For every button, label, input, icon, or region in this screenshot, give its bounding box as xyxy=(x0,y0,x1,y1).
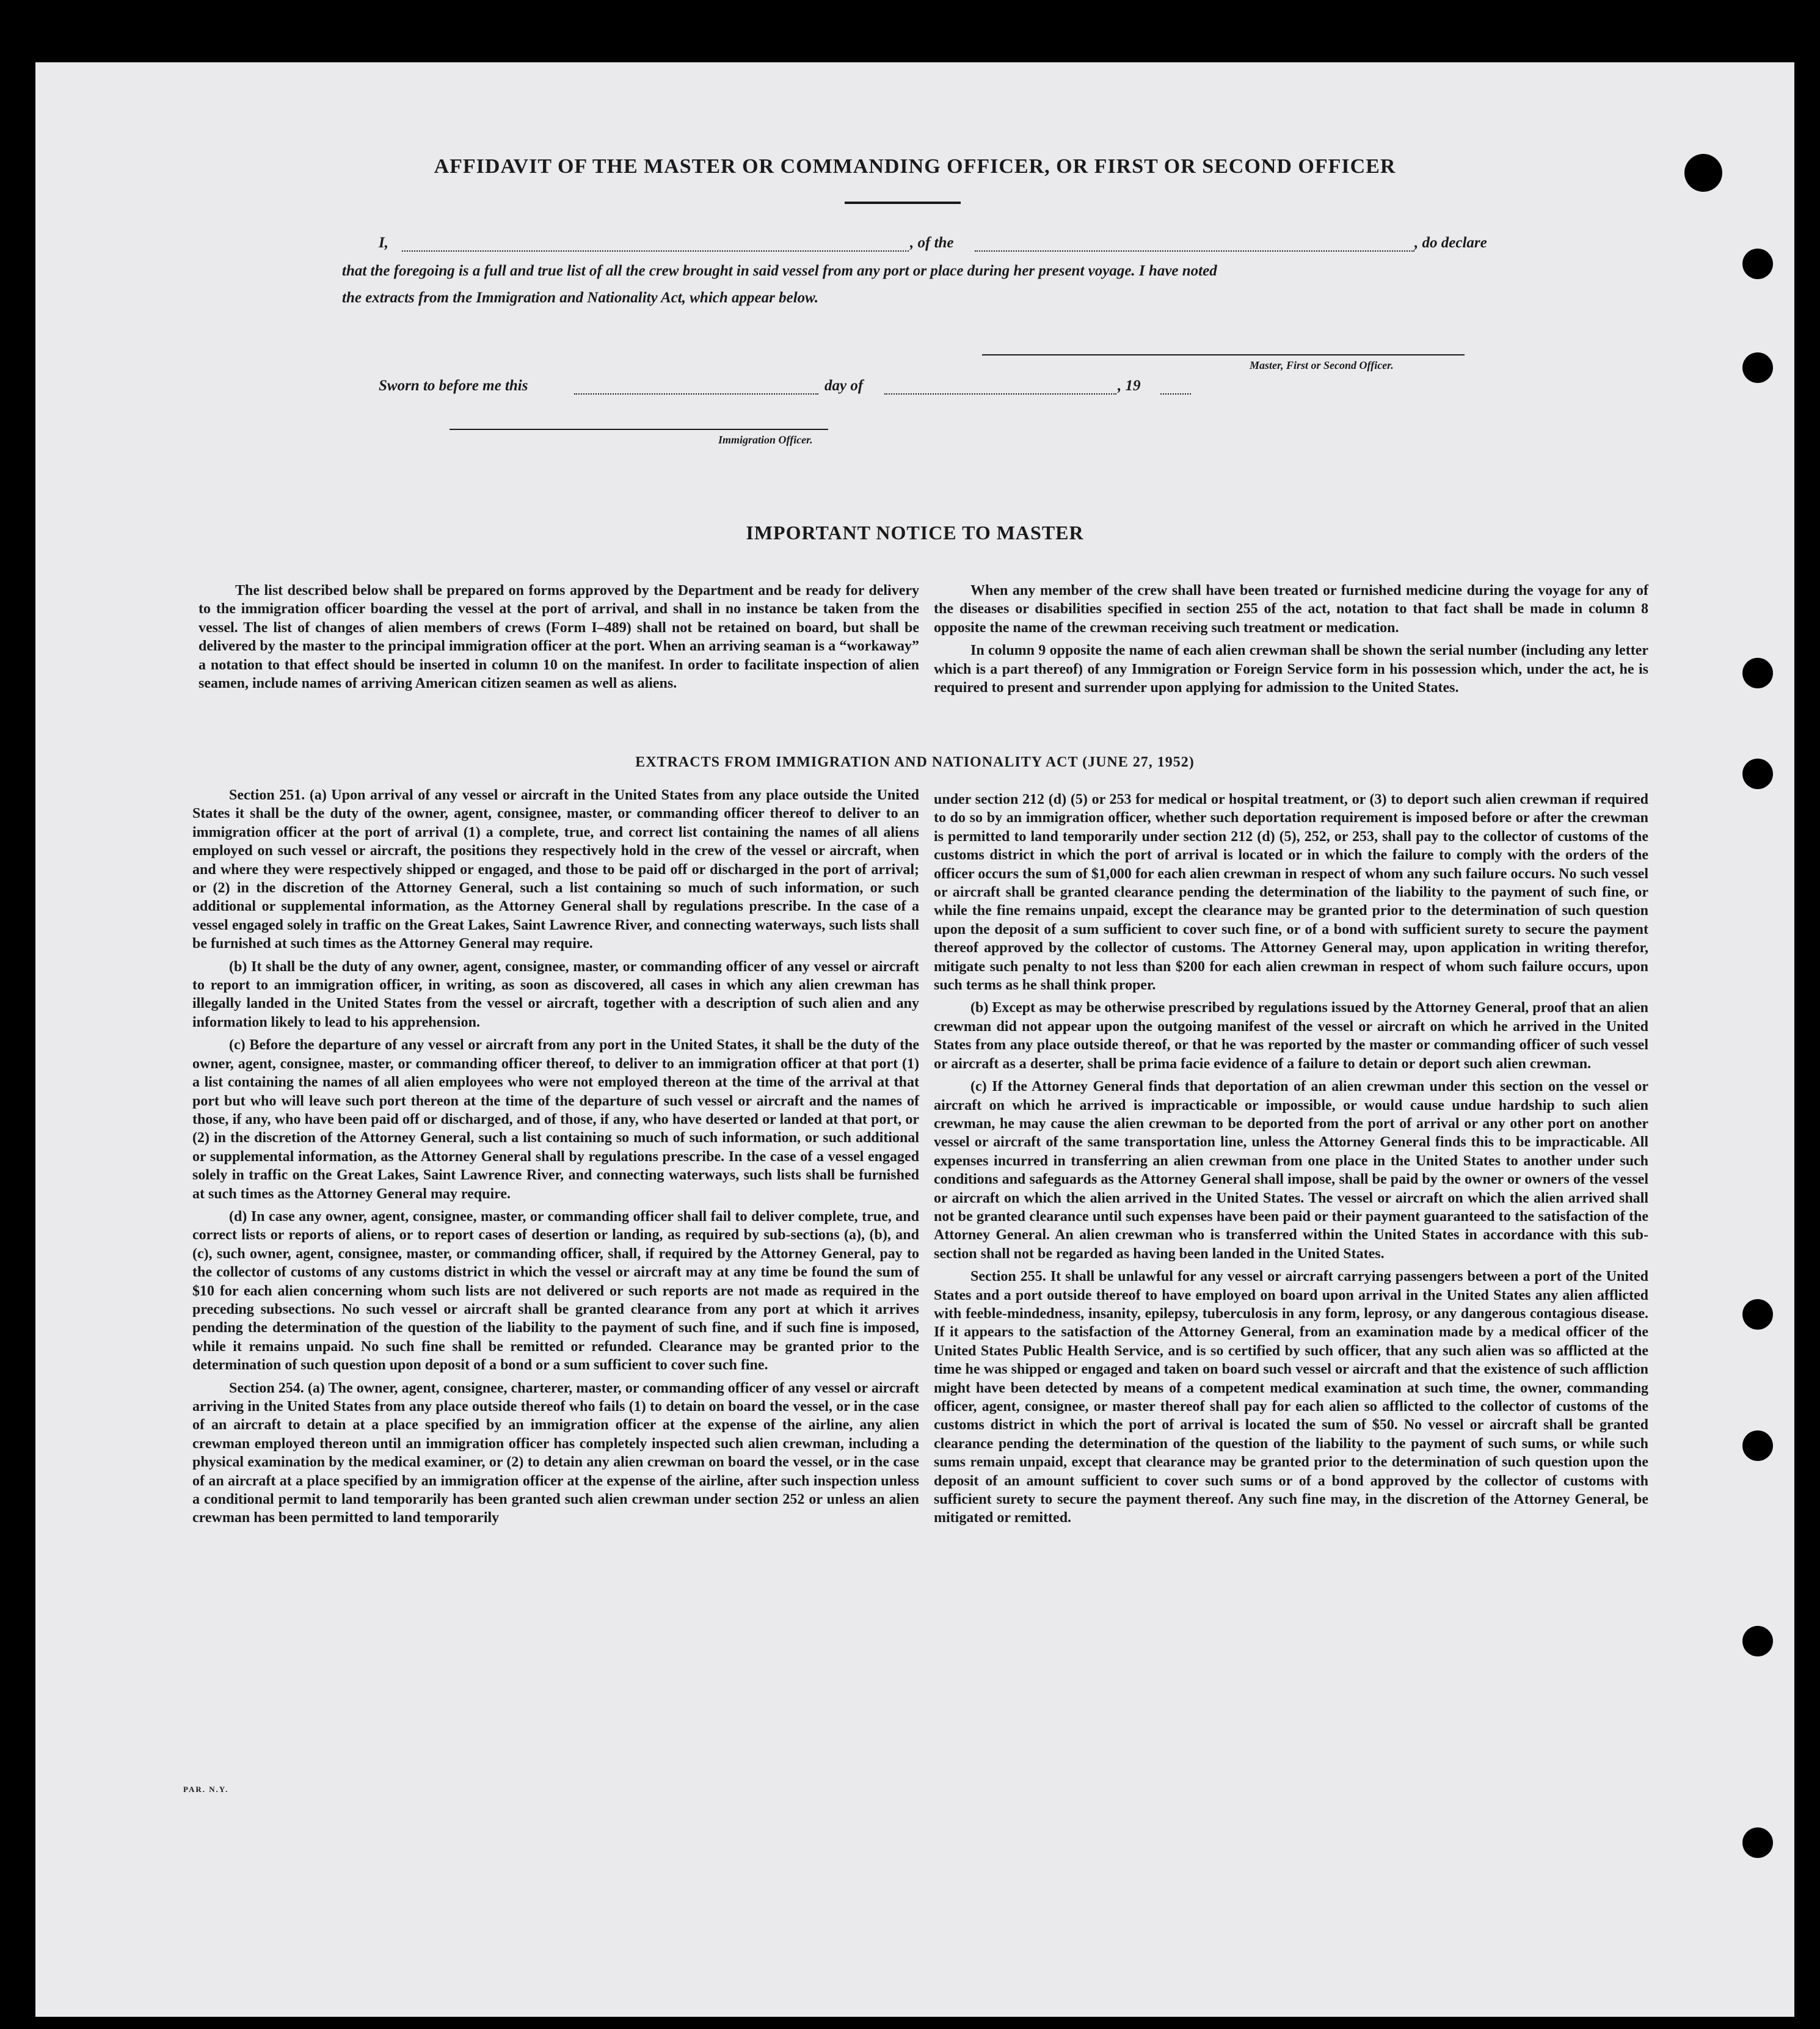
master-signature-label: Master, First or Second Officer. xyxy=(1250,359,1394,371)
punch-hole xyxy=(1742,249,1773,279)
extract-paragraph: under section 212 (d) (5) or 253 for medical or hospital treatment, or (3) to deport such alien crewman if required to do so by an immigration officer, whether such deportation requirement is imposed before or after the crewman is permitted to land temporarily under section 212 (d) (5), 252, or 253, shall pay to the collector of customs of the customs district in which the port of arrival is located or in which the failure to comply with the orders of the officer occurs the sum of $1,000 for each alien crewman in respect of whom any such failure occurs. No such vessel or aircraft shall be granted clearance pending the determination of the liability to the payment of such fine, or while the fine remains unpaid, except the clearance may be granted prior to the determination of such question upon the deposit of a sum sufficient to cover such fine, or of a bond with sufficient surety to secure the payment thereof approved by the collector of customs. The Attorney General may, upon application in writing therefor, mitigate such penalty to not less than $200 for each alien crewman in respect of whom such failure occurs, upon such terms as he shall think proper. xyxy=(934,792,1648,994)
extracts-left-column xyxy=(192,786,919,1532)
extract-paragraph: (d) In case any owner, agent, consignee, master, or commanding officer shall fail to deliver complete, true, and correct lists or reports of aliens, or to report cases of desertion or landing, as required by sub-sections (a), (b), and (c), such owner, agent, consignee, master, or commanding officer, shall, if required by the Attorney General, pay to the collector of customs of any customs district in which the vessel or aircraft may at any time be found the sum of $10 for each alien concerning whom such lists are not delivered or such reports are not made as required in the preceding subsections. No such vessel or aircraft shall be granted clearance from any port at which it arrives pending the determination of the question of the liability to the payment of such fine, and if such fine is imposed, while it remains unpaid. No such fine shall be remitted or refunded. Clearance may be granted prior to the determination of such question upon deposit of a bond or a sum sufficient to cover such fine. xyxy=(192,1208,919,1374)
sworn-month-field[interactable] xyxy=(884,393,1116,395)
extract-paragraph: (b) Except as may be otherwise prescribed by regulations issued by the Attorney General, proof that an alien crewman did not appear upon the outgoing manifest of the vessel or aircraft on which he arrived in the United States from any place outside thereof, or that he was reported by the master or commanding officer of such vessel or aircraft as a deserter, shall be prima facie evidence of a failure to detain or deport such alien crewman. xyxy=(934,1000,1648,1072)
of-the-label: , of the xyxy=(910,235,954,251)
do-declare-label: , do declare xyxy=(1414,235,1487,251)
notice-paragraph: In column 9 opposite the name of each alien crewman shall be shown the serial number (including any letter which is a part thereof) of any Immigration or Foreign Service form in his possession which, under the act, he is required to present and surrender upon applying for admission to the United States. xyxy=(934,643,1648,696)
extract-paragraph: (c) Before the departure of any vessel or aircraft from any port in the United States, it shall be the duty of the owner, agent, consignee, master, or commanding officer thereof, to deliver to an immigration officer at that port (1) a list containing the names of all alien employees who were not employed thereon at the time of the arrival at that port but who will leave such port thereon at the time of the departure of such vessel or aircraft and the names of those, if any, who have been paid off or discharged, and of those, if any, who have deserted or landed at that port, or (2) in the discretion of the Attorney General, such a list containing so much of such information, or such additional or supplemental information, as the Attorney General shall by regulations prescribe. In the case of a vessel engaged solely in traffic on the Great Lakes, Saint Lawrence River, and connecting waterways, such lists shall be furnished at such times as the Attorney General may require. xyxy=(192,1037,919,1202)
day-of-label: day of xyxy=(824,377,864,394)
master-signature-line[interactable] xyxy=(982,354,1465,355)
title-underline xyxy=(845,202,961,204)
form-sheet xyxy=(35,62,1794,2017)
punch-hole xyxy=(1742,1827,1773,1858)
extract-paragraph: (c) If the Attorney General finds that deportation of an alien crewman under this section on the vessel or aircraft on which he arrived is impracticable or impossible, or would cause undue hardship to such alien crewman, he may cause the alien crewman to be deported from the port of arrival or any other port on another vessel or aircraft of the same transportation line, unless the Attorney General finds this to be impracticable. All expenses incurred in transferring an alien crewman from one place in the United States to another under such conditions and safeguards as the Attorney General shall impose, shall be paid by the owner or owners of the vessel or aircraft on which the alien arrived in the United States. The vessel or aircraft on which the alien arrived shall not be granted clearance until such expenses have been paid or their payment guaranteed to the satisfaction of the Attorney General. An alien crewman who is transferred within the United States in accordance with this sub-section shall not be regarded as having been landed in the United States. xyxy=(934,1079,1648,1262)
affidavit-title: AFFIDAVIT OF THE MASTER OR COMMANDING OFFICER, OR FIRST OR SECOND OFFICER xyxy=(434,155,1396,178)
notice-paragraph: When any member of the crew shall have been treated or furnished medicine during the voyage for any of the diseases or disabilities specified in section 255 of the act, notation to that fact shall be made in column 8 opposite the name of the crewman receiving such treatment or medication. xyxy=(934,583,1648,636)
extract-paragraph: Section 255. It shall be unlawful for any vessel or aircraft carrying passengers between a port of the United States and a port outside thereof to have employed on board upon arrival in the United States any alien afflicted with feeble-mindedness, insanity, epilepsy, tuberculosis in any form, leprosy, or any dangerous contagious disease. If it appears to the satisfaction of the Attorney General, from an examination made by a medical officer of the United States Public Health Service, and is so certified by such officer, that any such alien was so afflicted at the time he was shipped or engaged and taken on board such vessel or aircraft and that the existence of such affliction might have been detected by means of a competent medical examination at such time, the owner, commanding officer, agent, consignee, or master thereof shall pay for each alien so afflicted to the collector of customs of the customs district in which the port of arrival is located the sum of $50. No vessel or aircraft shall be granted clearance pending the determination of the question of the liability to the payment of such sums, or while such sums remain unpaid, except that clearance may be granted prior to the determination of such question upon the deposit of an amount sufficient to cover such sums or of a bond approved by the collector of customs with sufficient surety to secure the payment thereof. Any such fine may, in the discretion of the Attorney General, be mitigated or remitted. xyxy=(934,1269,1648,1526)
punch-hole xyxy=(1742,352,1773,383)
notice-right-column xyxy=(934,581,1648,701)
punch-hole xyxy=(1742,658,1773,688)
sworn-day-field[interactable] xyxy=(574,393,818,395)
punch-hole xyxy=(1742,1299,1773,1330)
extract-paragraph: Section 254. (a) The owner, agent, consignee, charterer, master, or commanding officer of any vessel or aircraft arriving in the United States from any place outside thereof who fails (1) to detain on board the vessel, or in the case of an aircraft to detain at a place specified by an immigration officer at the expense of the airline, any alien crewman employed thereon until an immigration officer has completely inspected such alien crewman, including a physical examination by the medical examiner, or (2) to detain any alien crewman on board the vessel, or in the case of an aircraft at a place specified by an immigration officer at the expense of the airline, after such inspection unless a conditional permit to land temporarily has been granted such alien crewman under section 252 or unless an alien crewman has been permitted to land temporarily xyxy=(192,1380,919,1526)
extracts-right-column xyxy=(934,790,1648,1532)
sworn-label: Sworn to before me this xyxy=(379,377,528,394)
notice-paragraph: The list described below shall be prepared on forms approved by the Department and be ready for delivery to the immigration officer boarding the vessel at the port of arrival, and shall in no instance be taken from the vessel. The list of changes of alien members of crews (Form I–489) shall not be retained on board, but shall be delivered by the master to the principal immigration officer at the port. When an arriving seaman is a “workaway” a notation to that effect should be inserted in column 10 on the manifest. In order to facilitate inspection of alien seamen, include names of arriving American citizen seamen as well as aliens. xyxy=(198,583,919,692)
immigration-officer-label: Immigration Officer. xyxy=(718,434,813,446)
declaration-line-3: the extracts from the Immigration and Nationality Act, which appear below. xyxy=(342,290,819,306)
punch-hole xyxy=(1742,1626,1773,1656)
vessel-name-field[interactable] xyxy=(975,250,1414,252)
extracts-title: EXTRACTS FROM IMMIGRATION AND NATIONALITY ACT (JUNE 27, 1952) xyxy=(635,754,1195,770)
sworn-year-field[interactable] xyxy=(1160,393,1191,395)
declarant-label: I, xyxy=(379,235,388,251)
declaration-line-2: that the foregoing is a full and true list of all the crew brought in said vessel from any port or place during her present voyage. I have noted xyxy=(342,263,1217,279)
notice-title: IMPORTANT NOTICE TO MASTER xyxy=(746,522,1084,544)
printer-mark: PAR. N.Y. xyxy=(183,1785,229,1794)
declarant-name-field[interactable] xyxy=(402,250,909,252)
notice-left-column xyxy=(198,581,919,697)
year-label: , 19 xyxy=(1118,377,1141,394)
immigration-officer-signature-line[interactable] xyxy=(450,429,828,430)
extract-paragraph: Section 251. (a) Upon arrival of any vessel or aircraft in the United States from any place outside the United States it shall be the duty of the owner, agent, consignee, master, or commanding officer thereof to deliver to an immigration officer at the port of arrival (1) a complete, true, and correct list containing the names of all aliens employed on such vessel or aircraft, the positions they respectively hold in the crew of the vessel or aircraft, when and where they were respectively shipped or engaged, and those to be paid off or discharged in the port of arrival; or (2) in the discretion of the Attorney General, such a list containing so much of such information, or such additional or supplemental information, as the Attorney General shall by regulations prescribe. In the case of a vessel engaged solely in traffic on the Great Lakes, Saint Lawrence River, and connecting waterways, such lists shall be furnished at such times as the Attorney General may require. xyxy=(192,787,919,952)
extract-paragraph: (b) It shall be the duty of any owner, agent, consignee, master, or commanding officer of any vessel or aircraft to report to an immigration officer, in writing, as soon as discovered, all cases in which any alien crewman has illegally landed in the United States from the vessel or aircraft, together with a description of such alien and any information likely to lead to his apprehension. xyxy=(192,958,919,1030)
punch-hole xyxy=(1742,1430,1773,1461)
